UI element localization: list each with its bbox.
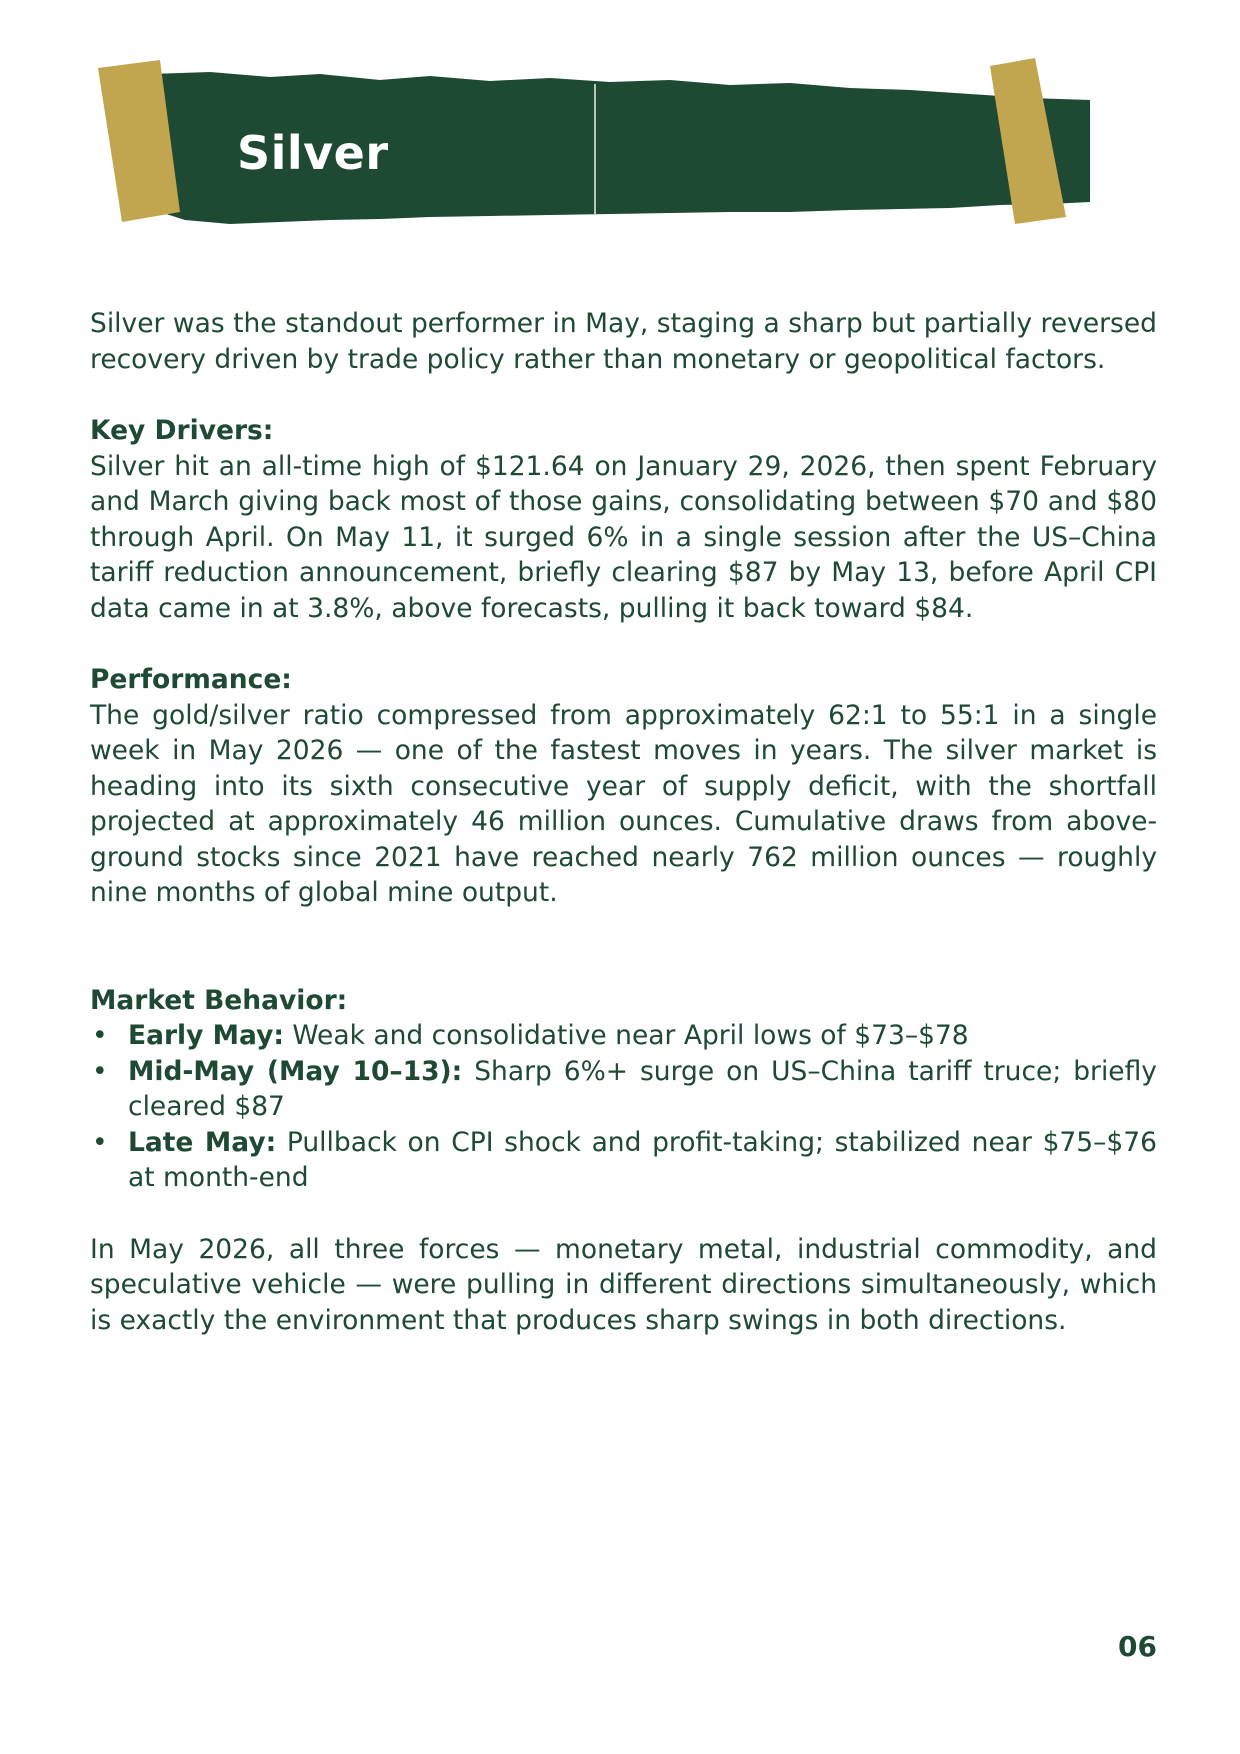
list-item-label: Late May: [128,1126,277,1158]
intro-paragraph: Silver was the standout performer in May, staging a sharp but partially reversed recovery driven by trade policy rather than monetary or geopolitical factors. [90,308,1157,375]
performance-paragraph: The gold/silver ratio compressed from approximately 62:1 to 55:1 in a single week in May 2026 — one of the fastest moves in years. The silver market is heading into its sixth consecutive year of supply deficit, with the shortfall projected at approximately 46 million ounces. Cumulative draws from above-ground stocks since 2021 have reached nearly 762 million ounces — roughly nine months of global mine output. [90,699,1157,908]
key-drivers-heading: Key Drivers: [90,415,274,446]
key-drivers-paragraph: Silver hit an all-time high of $121.64 on January 29, 2026, then spent February and March giving back most of those gains, consolidating between $70 and $80 through April. On May 11, it surged 6% in a single session after the US–China tariff reduction announcement, briefly clearing $87 by May 13, before April CPI data came in at 3.8%, above forecasts, pulling it back toward $84. [90,450,1157,624]
performance-heading: Performance: [90,664,292,695]
list-item-label: Early May: [128,1020,284,1051]
bullet-icon: • [92,1126,108,1158]
title-banner [90,52,1110,252]
list-item-text: Sharp 6%+ surge on US–China tariff truce; briefly cleared $87 [128,1055,1157,1122]
market-behavior-heading: Market Behavior: [90,984,348,1016]
spacer [90,1196,1157,1232]
article-body [90,306,1157,1338]
market-behavior-list [90,1018,1157,1196]
spacer [90,377,1157,413]
spacer [90,911,1157,983]
list-item-text: Weak and consolidative near April lows of $73–$78 [283,1020,969,1051]
spacer [90,626,1157,662]
page-title: Silver [237,126,389,180]
page-number: 06 [1118,1630,1157,1663]
list-item [90,1125,1157,1196]
conclusion-paragraph: In May 2026, all three forces — monetary metal, industrial commodity, and speculative vehicle — were pulling in different directions simultaneously, which is exactly the environment that produces sharp swings in both directions. [90,1233,1157,1336]
list-item-text: Pullback on CPI shock and profit-taking; stabilized near $75–$76 at month-end [128,1126,1157,1193]
bullet-icon: • [92,1055,108,1087]
bullet-icon: • [92,1020,108,1051]
list-item [90,1018,1157,1054]
list-item-label: Mid-May (May 10–13): [128,1055,463,1087]
list-item [90,1054,1157,1125]
